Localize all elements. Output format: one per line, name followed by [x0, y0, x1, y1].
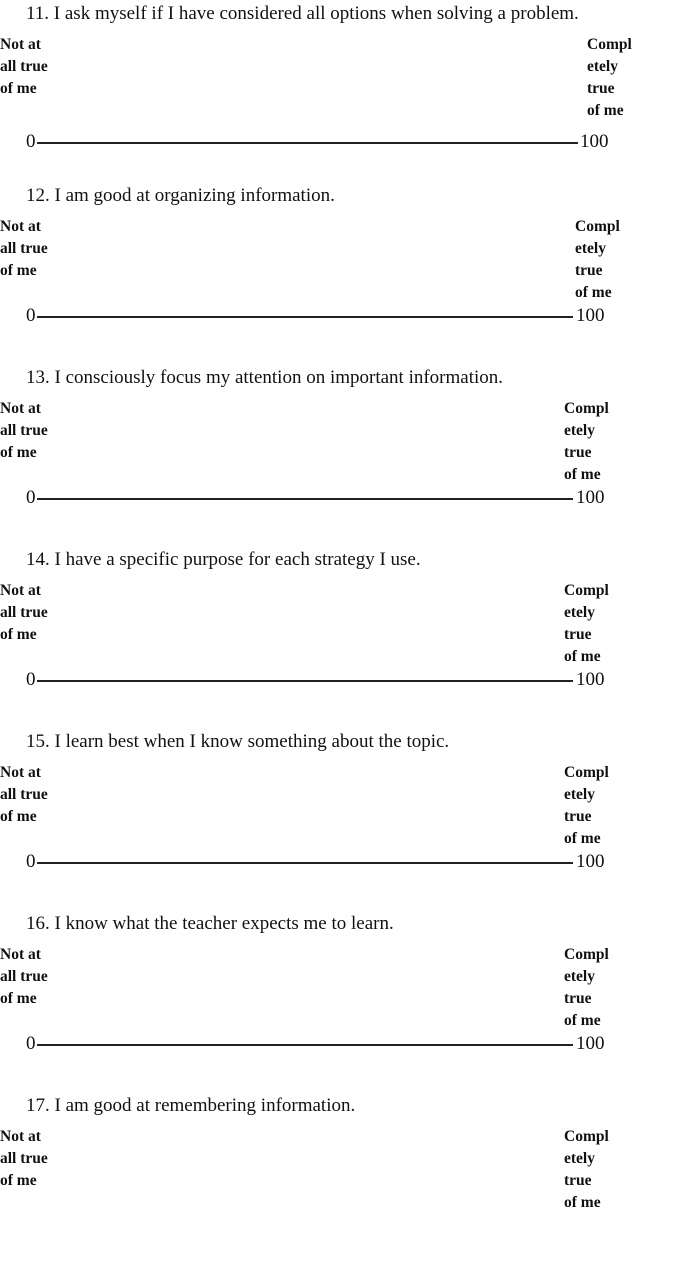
rating-scale[interactable] [0, 1032, 685, 1056]
scale-max-label: 100 [580, 131, 609, 152]
scale-max-label: 100 [576, 487, 605, 508]
scale-line[interactable] [37, 862, 573, 864]
scale-min-label: 0 [26, 305, 36, 326]
question-text: 16. I know what the teacher expects me to learn. [26, 913, 394, 934]
survey-item [0, 1092, 685, 1274]
survey-item [0, 182, 685, 364]
question-text: 12. I am good at organizing information. [26, 185, 335, 206]
scale-high-anchor: Compl etely true of me [564, 1128, 609, 1211]
scale-low-anchor: Not at all true of me [0, 218, 48, 279]
survey-item [0, 364, 685, 546]
rating-scale[interactable] [0, 304, 685, 328]
scale-max-label: 100 [576, 1033, 605, 1054]
scale-max-label: 100 [576, 851, 605, 872]
rating-scale[interactable] [0, 850, 685, 874]
scale-line[interactable] [37, 680, 573, 682]
question-text: 14. I have a specific purpose for each strategy I use. [26, 549, 421, 570]
rating-scale[interactable] [0, 130, 685, 154]
rating-scale[interactable] [0, 668, 685, 692]
survey-item [0, 910, 685, 1092]
scale-min-label: 0 [26, 669, 36, 690]
scale-low-anchor: Not at all true of me [0, 400, 48, 461]
scale-min-label: 0 [26, 131, 36, 152]
survey-item [0, 0, 685, 182]
scale-low-anchor: Not at all true of me [0, 36, 48, 97]
question-text: 11. I ask myself if I have considered all options when solving a problem. [26, 3, 579, 24]
question-text: 13. I consciously focus my attention on important information. [26, 367, 504, 388]
survey-item [0, 546, 685, 728]
scale-low-anchor: Not at all true of me [0, 1128, 48, 1189]
scale-high-anchor: Compl etely true of me [575, 218, 620, 301]
survey-item [0, 728, 685, 910]
scale-low-anchor: Not at all true of me [0, 582, 48, 643]
scale-line[interactable] [37, 142, 578, 144]
rating-scale[interactable] [0, 486, 685, 510]
scale-low-anchor: Not at all true of me [0, 764, 48, 825]
scale-min-label: 0 [26, 1033, 36, 1054]
scale-line[interactable] [37, 498, 573, 500]
scale-high-anchor: Compl etely true of me [564, 764, 609, 847]
scale-max-label: 100 [576, 305, 605, 326]
scale-min-label: 0 [26, 487, 36, 508]
scale-high-anchor: Compl etely true of me [564, 400, 609, 483]
scale-line[interactable] [37, 1044, 573, 1046]
scale-high-anchor: Compl etely true of me [564, 582, 609, 665]
scale-low-anchor: Not at all true of me [0, 946, 48, 1007]
scale-max-label: 100 [576, 669, 605, 690]
question-text: 15. I learn best when I know something about the topic. [26, 731, 450, 752]
scale-line[interactable] [37, 316, 573, 318]
scale-high-anchor: Compl etely true of me [564, 946, 609, 1029]
question-text: 17. I am good at remembering information. [26, 1095, 356, 1116]
scale-min-label: 0 [26, 851, 36, 872]
scale-high-anchor: Compl etely true of me [587, 36, 632, 119]
